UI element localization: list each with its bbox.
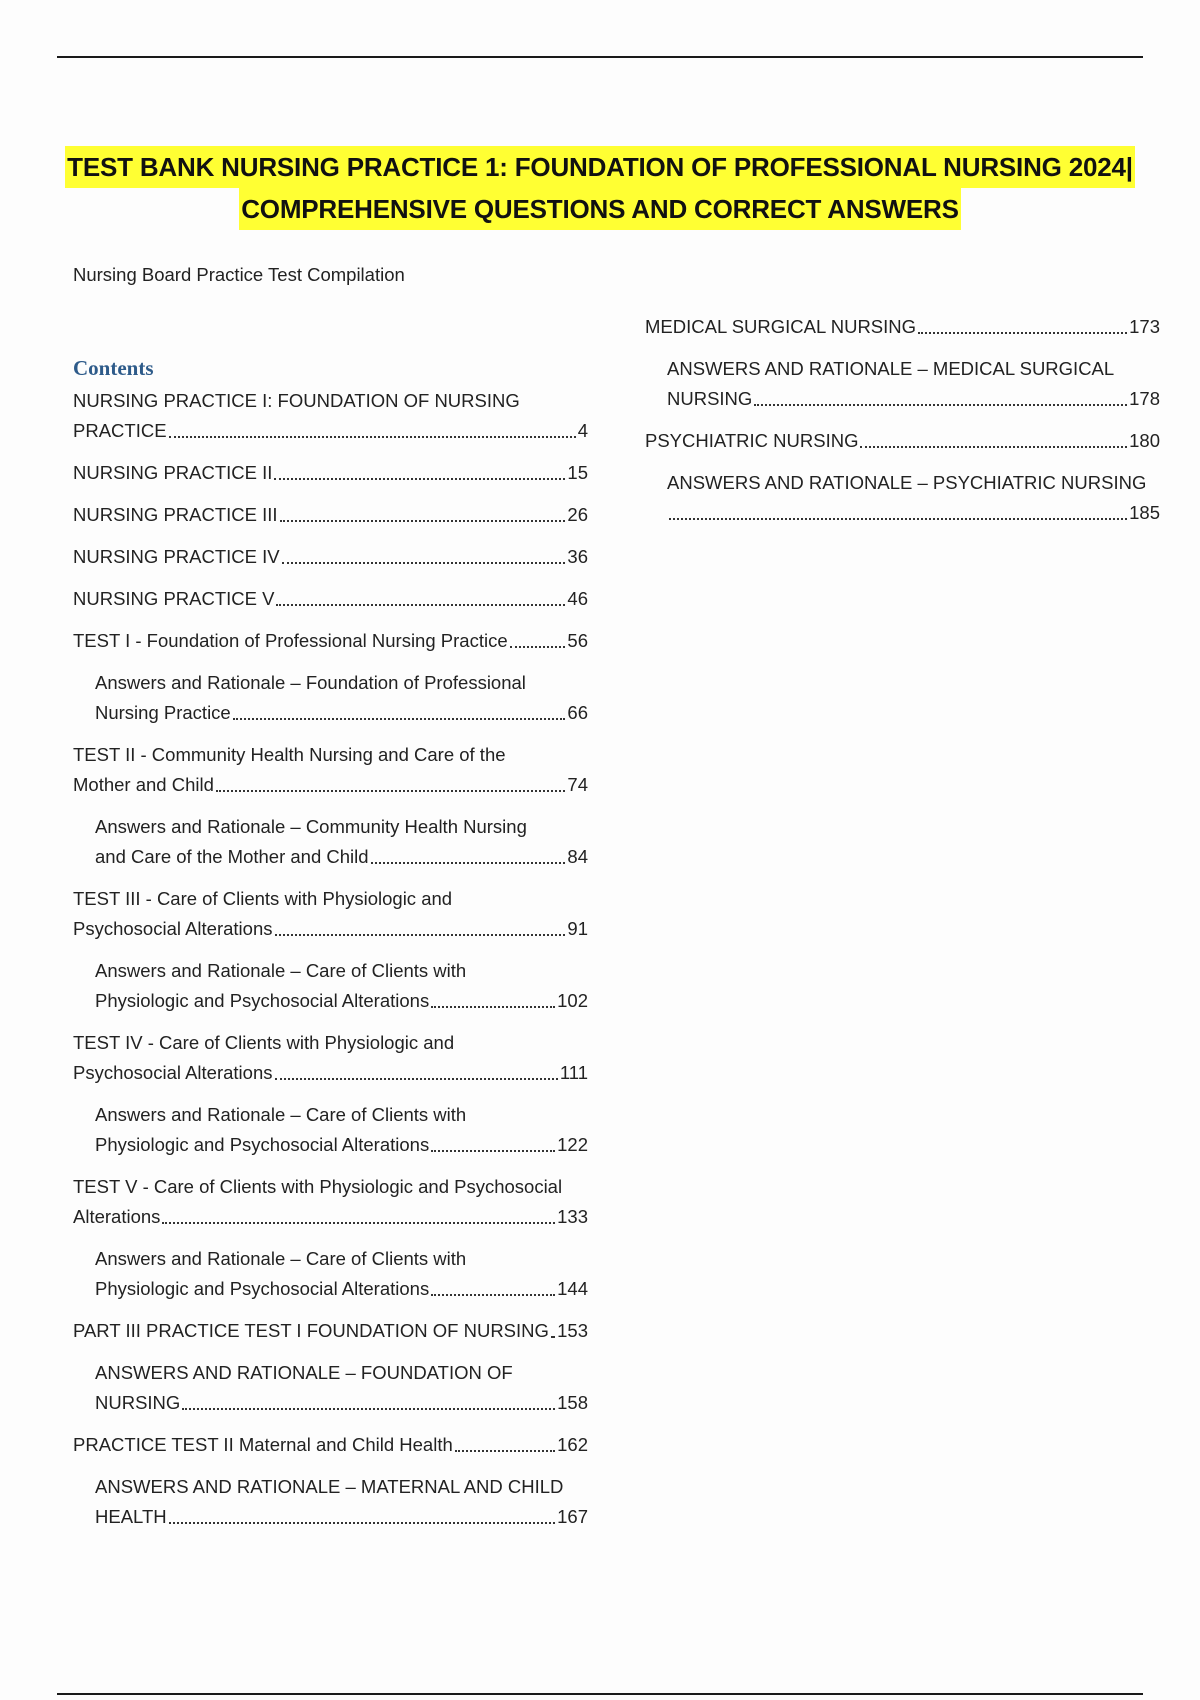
toc-entry-text: ANSWERS AND RATIONALE – MATERNAL AND CHILD [95, 1476, 564, 1497]
toc-entry[interactable] [73, 1172, 588, 1232]
toc-leader-line [667, 384, 1160, 414]
toc-entry[interactable] [73, 584, 588, 614]
toc-entry-text: Answers and Rationale – Care of Clients with [95, 960, 467, 981]
toc-leader-line [95, 1130, 588, 1160]
toc-leader-line [73, 584, 588, 614]
toc-leader-line [73, 1316, 588, 1346]
toc-entry-text: HEALTH [95, 1506, 167, 1527]
toc-leader-line [73, 458, 588, 488]
toc-entry[interactable] [73, 386, 588, 446]
toc-entry-text: ANSWERS AND RATIONALE – FOUNDATION OF [95, 1362, 513, 1383]
title-line-2: COMPREHENSIVE QUESTIONS AND CORRECT ANSWERS [239, 188, 961, 230]
toc-entry-text: NURSING PRACTICE V [73, 588, 275, 609]
toc-dot-leader [918, 332, 1127, 334]
toc-leader-line [95, 986, 588, 1016]
toc-entry[interactable] [73, 884, 588, 944]
toc-page-number: 167 [557, 1506, 588, 1527]
toc-entry-text: Answers and Rationale – Community Health Nursing [95, 816, 527, 837]
toc-entry[interactable] [95, 956, 588, 1016]
toc-dot-leader [431, 1294, 555, 1296]
toc-page-number: 133 [557, 1206, 588, 1227]
toc-entry-text: TEST IV - Care of Clients with Physiologic and [73, 1032, 455, 1053]
toc-page-number: 180 [1129, 430, 1160, 451]
contents-heading[interactable]: Contents [73, 356, 154, 380]
toc-leader-line [73, 1202, 588, 1232]
subtitle: Nursing Board Practice Test Compilation [73, 264, 405, 285]
toc-page-number: 178 [1129, 388, 1160, 409]
toc-leader-line [95, 1502, 588, 1532]
toc-entry[interactable] [95, 812, 588, 872]
toc-entry-text: MEDICAL SURGICAL NURSING [645, 316, 917, 337]
toc-entry-text: Psychosocial Alterations [73, 918, 273, 939]
toc-page-number: 153 [557, 1320, 588, 1341]
toc-dot-leader [162, 1222, 555, 1224]
toc-leader-line [95, 1274, 588, 1304]
toc-entry-text: Mother and Child [73, 774, 214, 795]
toc-entry[interactable] [95, 668, 588, 728]
toc-page-number: 46 [567, 588, 588, 609]
toc-entry[interactable] [73, 500, 588, 530]
toc-page-number: 158 [557, 1392, 588, 1413]
toc-entry-text: and Care of the Mother and Child [95, 846, 369, 867]
toc-leader-line [645, 312, 1160, 342]
toc-dot-leader [371, 862, 566, 864]
toc-dot-leader [455, 1450, 555, 1452]
toc-dot-leader [169, 436, 576, 438]
toc-entry[interactable] [645, 426, 1160, 456]
toc-page-number: 74 [567, 774, 588, 795]
toc-entry[interactable] [667, 468, 1160, 528]
toc-entry-text: Physiologic and Psychosocial Alterations [95, 1134, 430, 1155]
toc-dot-leader [431, 1006, 555, 1008]
toc-entry[interactable] [73, 1028, 588, 1088]
toc-page-number: 102 [557, 990, 588, 1011]
toc-dot-leader [431, 1150, 555, 1152]
toc-entry[interactable] [95, 1244, 588, 1304]
toc-entry-text: NURSING [667, 388, 753, 409]
toc-page-number: 84 [567, 846, 588, 867]
toc-leader-line [95, 842, 588, 872]
toc-entry-text: NURSING PRACTICE II [73, 462, 273, 483]
toc-entry-text: PSYCHIATRIC NURSING [645, 430, 859, 451]
toc-dot-leader [669, 518, 1127, 520]
toc-entry[interactable] [73, 626, 588, 656]
toc-dot-leader [510, 646, 566, 648]
toc-page-number: 122 [557, 1134, 588, 1155]
toc-entry-text: Nursing Practice [95, 702, 231, 723]
toc-dot-leader [169, 1522, 556, 1524]
toc-leader-line [73, 1058, 588, 1088]
toc-entry-text: NURSING PRACTICE IV [73, 546, 280, 567]
toc-entry-text: NURSING PRACTICE III [73, 504, 278, 525]
top-rule [57, 56, 1143, 58]
toc-page-number: 185 [1129, 502, 1160, 523]
toc-page-number: 66 [567, 702, 588, 723]
toc-entry[interactable] [73, 1430, 588, 1460]
toc-leader-line [645, 426, 1160, 456]
toc-page-number: 56 [567, 630, 588, 651]
toc-entry-text: Answers and Rationale – Foundation of Professional [95, 672, 526, 693]
toc-leader-line [95, 1388, 588, 1418]
bottom-rule [57, 1693, 1143, 1695]
toc-entry-text: TEST I - Foundation of Professional Nursing Practice [73, 630, 508, 651]
toc-entry-text: ANSWERS AND RATIONALE – PSYCHIATRIC NURSING [667, 472, 1147, 493]
toc-entry[interactable] [95, 1358, 588, 1418]
toc-dot-leader [860, 446, 1127, 448]
toc-page-number: 173 [1129, 316, 1160, 337]
toc-entry[interactable] [73, 458, 588, 488]
toc-dot-leader [233, 718, 566, 720]
toc-entry-text: NURSING PRACTICE I: FOUNDATION OF NURSING [73, 390, 520, 411]
toc-entry-text: Answers and Rationale – Care of Clients with [95, 1104, 467, 1125]
toc-entry-text: Physiologic and Psychosocial Alterations [95, 1278, 430, 1299]
toc-entry-text: Alterations [73, 1206, 161, 1227]
toc-leader-line [73, 1430, 588, 1460]
toc-entry[interactable] [95, 1100, 588, 1160]
toc-dot-leader [275, 934, 566, 936]
toc-leader-line [73, 914, 588, 944]
toc-dot-leader [551, 1336, 555, 1338]
toc-entry-text: Answers and Rationale – Care of Clients with [95, 1248, 467, 1269]
toc-entry-text: Psychosocial Alterations [73, 1062, 273, 1083]
toc-right-column [645, 312, 1160, 540]
toc-page-number: 91 [567, 918, 588, 939]
toc-entry-text: PRACTICE [73, 420, 167, 441]
toc-entry-text: TEST II - Community Health Nursing and Care of the [73, 744, 506, 765]
toc-entry[interactable] [95, 1472, 588, 1532]
toc-page-number: 15 [567, 462, 588, 483]
toc-leader-line [73, 542, 588, 572]
toc-entry[interactable] [645, 312, 1160, 342]
toc-leader-line [73, 416, 588, 446]
toc-page-number: 144 [557, 1278, 588, 1299]
toc-entry-text: PART III PRACTICE TEST I FOUNDATION OF NURSING [73, 1320, 549, 1341]
toc-entry[interactable] [73, 740, 588, 800]
title-line-1: TEST BANK NURSING PRACTICE 1: FOUNDATION OF PROFESSIONAL NURSING 2024| [65, 146, 1135, 188]
toc-dot-leader [280, 520, 566, 522]
toc-page-number: 162 [557, 1434, 588, 1455]
toc-entry-text: TEST III - Care of Clients with Physiologic and [73, 888, 453, 909]
toc-entry-text: ANSWERS AND RATIONALE – MEDICAL SURGICAL [667, 358, 1115, 379]
toc-entry[interactable] [73, 542, 588, 572]
toc-dot-leader [274, 478, 565, 480]
toc-entry[interactable] [73, 1316, 588, 1346]
toc-entry-text: Physiologic and Psychosocial Alterations [95, 990, 430, 1011]
toc-entry-text: PRACTICE TEST II Maternal and Child Health [73, 1434, 453, 1455]
toc-dot-leader [754, 404, 1127, 406]
toc-page-number: 26 [567, 504, 588, 525]
toc-entry[interactable] [667, 354, 1160, 414]
toc-leader-line [667, 498, 1160, 528]
toc-left-column [73, 386, 588, 1544]
toc-dot-leader [276, 604, 565, 606]
toc-leader-line [73, 626, 588, 656]
toc-leader-line [95, 698, 588, 728]
toc-dot-leader [275, 1078, 558, 1080]
toc-page-number: 36 [567, 546, 588, 567]
toc-entry-text: TEST V - Care of Clients with Physiologic and Psychosocial [73, 1176, 563, 1197]
toc-dot-leader [216, 790, 566, 792]
toc-page-number: 111 [559, 1062, 588, 1083]
toc-dot-leader [282, 562, 566, 564]
toc-dot-leader [182, 1408, 555, 1410]
toc-leader-line [73, 770, 588, 800]
toc-leader-line [73, 500, 588, 530]
toc-page-number: 4 [577, 420, 588, 441]
toc-entry-text: NURSING [95, 1392, 181, 1413]
document-title [0, 146, 1200, 230]
